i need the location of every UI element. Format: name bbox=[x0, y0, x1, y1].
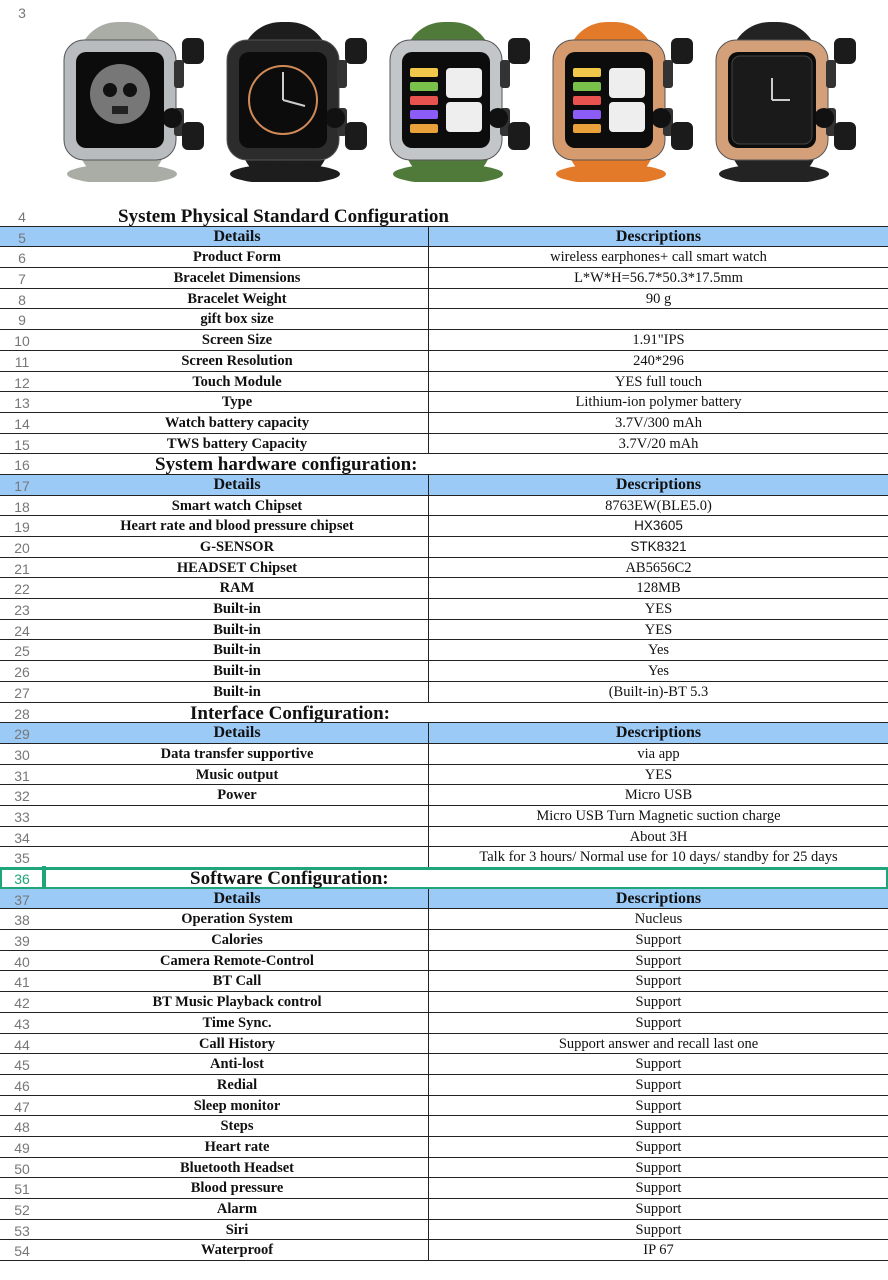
rosegold-black-watch bbox=[716, 22, 856, 182]
details-cell[interactable]: Calories bbox=[211, 932, 263, 949]
details-cell[interactable]: Bluetooth Headset bbox=[180, 1159, 294, 1176]
table-row[interactable] bbox=[0, 434, 888, 455]
row-number[interactable]: 40 bbox=[14, 953, 30, 970]
row-number[interactable]: 46 bbox=[14, 1077, 30, 1094]
details-cell[interactable]: Built-in bbox=[213, 642, 261, 659]
description-cell[interactable]: About 3H bbox=[428, 827, 888, 847]
description-cell[interactable]: Support bbox=[428, 930, 888, 950]
table-header-row[interactable] bbox=[0, 889, 888, 910]
descriptions-header[interactable]: Descriptions bbox=[428, 889, 888, 909]
spec-table bbox=[0, 206, 888, 1261]
row-number[interactable]: 52 bbox=[14, 1202, 30, 1218]
description-cell[interactable]: 8763EW(BLE5.0) bbox=[428, 496, 888, 516]
section-title-row[interactable] bbox=[0, 868, 888, 889]
details-cell[interactable]: Waterproof bbox=[200, 1242, 274, 1259]
description-cell[interactable]: Support bbox=[428, 1220, 888, 1240]
section-title: Interface Configuration: bbox=[190, 702, 390, 724]
row-number[interactable]: 44 bbox=[14, 1036, 30, 1053]
silver-green-watch bbox=[390, 22, 530, 182]
description-cell[interactable]: (Built-in)-BT 5.3 bbox=[428, 682, 888, 702]
row-number[interactable]: 23 bbox=[14, 602, 30, 619]
row-number[interactable]: 22 bbox=[14, 581, 30, 598]
details-header[interactable]: Details bbox=[213, 475, 261, 493]
description-cell[interactable]: Support bbox=[428, 1178, 888, 1198]
details-cell[interactable]: Screen Resolution bbox=[181, 352, 293, 369]
row-number[interactable]: 12 bbox=[14, 374, 30, 391]
details-cell[interactable]: Anti-lost bbox=[210, 1056, 264, 1073]
details-cell[interactable]: Built-in bbox=[213, 601, 261, 618]
row-number[interactable]: 37 bbox=[14, 891, 30, 908]
details-header[interactable]: Details bbox=[213, 227, 261, 245]
details-cell[interactable]: G-SENSOR bbox=[199, 539, 275, 555]
section-title: Software Configuration: bbox=[190, 868, 389, 889]
details-cell[interactable]: Blood pressure bbox=[190, 1180, 284, 1197]
section-title-row[interactable] bbox=[0, 206, 888, 227]
details-cell[interactable]: Heart rate bbox=[204, 1138, 270, 1155]
row-number[interactable]: 13 bbox=[14, 395, 30, 412]
details-cell[interactable]: TWS battery Capacity bbox=[166, 435, 308, 452]
table-row[interactable] bbox=[0, 765, 888, 786]
description-cell[interactable]: Yes bbox=[428, 661, 888, 681]
details-cell[interactable]: Time Sync. bbox=[202, 1014, 272, 1031]
table-row[interactable] bbox=[0, 992, 888, 1013]
section-title-row[interactable] bbox=[0, 703, 888, 724]
table-row[interactable] bbox=[0, 1096, 888, 1117]
details-cell[interactable]: Built-in bbox=[213, 663, 261, 680]
rosegold-orange-watch bbox=[553, 22, 693, 182]
details-cell[interactable]: Bracelet Weight bbox=[187, 290, 287, 307]
table-row[interactable] bbox=[0, 744, 888, 765]
table-row[interactable] bbox=[0, 330, 888, 351]
table-row[interactable] bbox=[0, 1054, 888, 1075]
table-row[interactable] bbox=[0, 558, 888, 579]
table-row[interactable] bbox=[0, 1034, 888, 1055]
description-cell[interactable]: 3.7V/300 mAh bbox=[428, 413, 888, 433]
details-cell[interactable]: Camera Remote-Control bbox=[160, 952, 314, 969]
table-row[interactable] bbox=[0, 1178, 888, 1199]
row-number[interactable]: 53 bbox=[14, 1222, 30, 1239]
table-header-row[interactable] bbox=[0, 475, 888, 496]
table-row[interactable] bbox=[0, 785, 888, 806]
descriptions-header[interactable]: Descriptions bbox=[428, 723, 888, 743]
details-cell[interactable] bbox=[47, 827, 427, 847]
details-cell[interactable]: RAM bbox=[219, 580, 255, 597]
row-number[interactable]: 35 bbox=[14, 850, 30, 867]
black-watch bbox=[227, 22, 367, 182]
description-cell[interactable]: Support bbox=[428, 1075, 888, 1095]
section-title: System Physical Standard Configuration bbox=[118, 206, 449, 227]
table-row[interactable] bbox=[0, 1220, 888, 1241]
row-number[interactable]: 41 bbox=[14, 974, 30, 991]
row-number[interactable]: 39 bbox=[14, 933, 30, 950]
row-number[interactable]: 30 bbox=[14, 746, 30, 763]
description-cell[interactable]: Support bbox=[428, 1013, 888, 1033]
row-number[interactable]: 7 bbox=[18, 271, 26, 288]
details-cell[interactable] bbox=[47, 806, 427, 826]
table-header-row[interactable] bbox=[0, 723, 888, 744]
description-cell[interactable]: wireless earphones+ call smart watch bbox=[428, 247, 888, 267]
row-number[interactable]: 29 bbox=[14, 726, 30, 743]
table-row[interactable] bbox=[0, 309, 888, 330]
description-cell[interactable]: 1.91"IPS bbox=[428, 330, 888, 350]
table-row[interactable] bbox=[0, 1013, 888, 1034]
description-cell[interactable]: Support bbox=[428, 951, 888, 971]
row-number[interactable]: 8 bbox=[18, 291, 26, 308]
row-number[interactable]: 45 bbox=[14, 1057, 30, 1074]
table-header-row[interactable] bbox=[0, 227, 888, 248]
row-number[interactable]: 47 bbox=[14, 1098, 30, 1115]
row-number[interactable]: 36 bbox=[14, 871, 30, 887]
table-row[interactable] bbox=[0, 413, 888, 434]
table-row[interactable] bbox=[0, 951, 888, 972]
details-cell[interactable]: Bracelet Dimensions bbox=[173, 270, 301, 287]
table-row[interactable] bbox=[0, 372, 888, 393]
details-cell[interactable]: HEADSET Chipset bbox=[176, 559, 298, 576]
details-cell[interactable]: Type bbox=[221, 394, 253, 411]
table-row[interactable] bbox=[0, 289, 888, 310]
description-cell[interactable]: Support bbox=[428, 992, 888, 1012]
row-number[interactable]: 48 bbox=[14, 1119, 30, 1136]
details-cell[interactable]: Sleep monitor bbox=[193, 1097, 281, 1114]
details-cell[interactable]: Call History bbox=[198, 1035, 276, 1052]
description-cell[interactable]: Support bbox=[428, 971, 888, 991]
table-row[interactable] bbox=[0, 1240, 888, 1261]
description-cell[interactable]: YES bbox=[428, 620, 888, 640]
row-number[interactable]: 43 bbox=[14, 1015, 30, 1032]
details-cell[interactable]: Watch battery capacity bbox=[164, 414, 310, 431]
description-cell[interactable]: YES bbox=[428, 765, 888, 785]
table-row[interactable] bbox=[0, 496, 888, 517]
table-row[interactable] bbox=[0, 620, 888, 641]
description-cell[interactable]: 128MB bbox=[428, 578, 888, 598]
section-title: System hardware configuration: bbox=[155, 454, 418, 476]
details-header[interactable]: Details bbox=[213, 889, 261, 907]
details-cell[interactable]: BT Call bbox=[212, 973, 262, 990]
table-row[interactable] bbox=[0, 661, 888, 682]
description-cell[interactable]: Support bbox=[428, 1158, 888, 1178]
details-cell[interactable]: Steps bbox=[220, 1118, 254, 1135]
description-cell[interactable]: Talk for 3 hours/ Normal use for 10 days/ standby for 25 days bbox=[428, 847, 888, 867]
row-number[interactable]: 21 bbox=[14, 560, 30, 577]
row-number[interactable]: 27 bbox=[14, 684, 30, 701]
details-cell[interactable]: Screen Size bbox=[201, 332, 273, 349]
row-number[interactable]: 50 bbox=[14, 1160, 30, 1177]
description-cell[interactable]: Support bbox=[428, 1199, 888, 1219]
descriptions-header[interactable]: Descriptions bbox=[428, 475, 888, 495]
table-row[interactable] bbox=[0, 1116, 888, 1137]
table-row[interactable] bbox=[0, 806, 888, 827]
description-cell[interactable]: Support bbox=[428, 1116, 888, 1136]
row-number[interactable]: 38 bbox=[14, 912, 30, 929]
image-row[interactable] bbox=[0, 0, 888, 206]
details-cell[interactable] bbox=[47, 847, 427, 867]
descriptions-header[interactable]: Descriptions bbox=[428, 227, 888, 247]
row-number[interactable]: 28 bbox=[14, 705, 30, 722]
description-cell[interactable]: IP 67 bbox=[428, 1240, 888, 1260]
description-cell[interactable]: L*W*H=56.7*50.3*17.5mm bbox=[428, 268, 888, 288]
row-number[interactable]: 5 bbox=[18, 229, 26, 246]
row-number[interactable]: 11 bbox=[14, 353, 30, 370]
details-cell[interactable]: Heart rate and blood pressure chipset bbox=[120, 518, 354, 535]
row-number[interactable]: 32 bbox=[14, 788, 30, 805]
details-cell[interactable]: Alarm bbox=[216, 1201, 258, 1217]
details-header[interactable]: Details bbox=[213, 724, 261, 742]
details-cell[interactable]: Operation System bbox=[181, 911, 293, 928]
table-row[interactable] bbox=[0, 971, 888, 992]
details-cell[interactable]: Touch Module bbox=[192, 373, 282, 390]
description-cell[interactable]: Support bbox=[428, 1054, 888, 1074]
description-cell[interactable]: Support bbox=[428, 1096, 888, 1116]
description-cell[interactable]: YES full touch bbox=[428, 372, 888, 392]
row-number[interactable]: 9 bbox=[18, 312, 26, 329]
row-number[interactable]: 18 bbox=[14, 498, 30, 515]
description-cell[interactable]: Lithium-ion polymer battery bbox=[428, 392, 888, 412]
row-number[interactable]: 3 bbox=[18, 5, 26, 21]
table-row[interactable] bbox=[0, 640, 888, 661]
row-number[interactable]: 24 bbox=[14, 622, 30, 639]
row-number[interactable]: 10 bbox=[14, 333, 30, 350]
table-row[interactable] bbox=[0, 682, 888, 703]
row-number[interactable]: 4 bbox=[18, 209, 26, 225]
description-cell[interactable]: STK8321 bbox=[428, 537, 888, 557]
table-row[interactable] bbox=[0, 827, 888, 848]
description-cell[interactable] bbox=[428, 309, 888, 329]
table-row[interactable] bbox=[0, 537, 888, 558]
details-cell[interactable]: BT Music Playback control bbox=[152, 994, 322, 1011]
details-cell[interactable]: Power bbox=[217, 787, 257, 804]
row-number[interactable]: 6 bbox=[18, 250, 26, 267]
description-cell[interactable]: Support bbox=[428, 1137, 888, 1157]
row-number[interactable]: 54 bbox=[14, 1243, 30, 1260]
row-number[interactable]: 20 bbox=[14, 540, 30, 556]
table-row[interactable] bbox=[0, 930, 888, 951]
description-cell[interactable]: 3.7V/20 mAh bbox=[428, 434, 888, 454]
description-cell[interactable]: AB5656C2 bbox=[428, 558, 888, 578]
row-number[interactable]: 16 bbox=[14, 457, 30, 474]
description-cell[interactable]: 90 g bbox=[428, 289, 888, 309]
table-row[interactable] bbox=[0, 516, 888, 537]
table-row[interactable] bbox=[0, 578, 888, 599]
row-number[interactable]: 34 bbox=[14, 829, 30, 846]
details-cell[interactable]: Built-in bbox=[213, 621, 261, 638]
table-row[interactable] bbox=[0, 1137, 888, 1158]
row-number[interactable]: 31 bbox=[14, 767, 30, 784]
details-cell[interactable]: Built-in bbox=[213, 683, 261, 700]
details-cell[interactable]: Data transfer supportive bbox=[160, 745, 314, 762]
details-cell[interactable]: Product Form bbox=[193, 249, 281, 266]
table-row[interactable] bbox=[0, 1158, 888, 1179]
description-cell[interactable]: Micro USB bbox=[428, 785, 888, 805]
details-cell[interactable]: Music output bbox=[195, 766, 279, 783]
description-cell[interactable]: YES bbox=[428, 599, 888, 619]
row-number[interactable]: 42 bbox=[14, 995, 30, 1012]
row-number[interactable]: 19 bbox=[14, 519, 30, 536]
watch-product-images bbox=[56, 22, 876, 182]
details-cell[interactable]: Smart watch Chipset bbox=[171, 497, 303, 514]
row-number[interactable]: 14 bbox=[14, 415, 30, 432]
row-number[interactable]: 51 bbox=[14, 1181, 30, 1198]
table-row[interactable] bbox=[0, 1199, 888, 1220]
details-cell[interactable]: Redial bbox=[216, 1076, 258, 1093]
section-title-row[interactable] bbox=[0, 454, 888, 475]
silver-grey-watch bbox=[64, 22, 204, 182]
row-number[interactable]: 17 bbox=[14, 477, 30, 494]
description-cell[interactable]: Yes bbox=[428, 640, 888, 660]
details-cell[interactable]: gift box size bbox=[200, 311, 274, 328]
table-row[interactable] bbox=[0, 599, 888, 620]
row-number[interactable]: 33 bbox=[14, 808, 30, 825]
description-cell[interactable]: Support answer and recall last one bbox=[428, 1034, 888, 1054]
table-row[interactable] bbox=[0, 909, 888, 930]
table-row[interactable] bbox=[0, 268, 888, 289]
description-cell[interactable]: HX3605 bbox=[428, 516, 888, 536]
table-row[interactable] bbox=[0, 351, 888, 372]
details-cell[interactable]: Siri bbox=[225, 1221, 249, 1238]
table-row[interactable] bbox=[0, 247, 888, 268]
description-cell[interactable]: via app bbox=[428, 744, 888, 764]
table-row[interactable] bbox=[0, 1075, 888, 1096]
description-cell[interactable]: Micro USB Turn Magnetic suction charge bbox=[428, 806, 888, 826]
row-number[interactable]: 26 bbox=[14, 664, 30, 681]
description-cell[interactable]: Nucleus bbox=[428, 909, 888, 929]
row-number[interactable]: 49 bbox=[14, 1139, 30, 1156]
row-number[interactable]: 15 bbox=[14, 436, 30, 453]
table-row[interactable] bbox=[0, 847, 888, 868]
table-row[interactable] bbox=[0, 392, 888, 413]
description-cell[interactable]: 240*296 bbox=[428, 351, 888, 371]
row-number[interactable]: 25 bbox=[14, 643, 30, 660]
